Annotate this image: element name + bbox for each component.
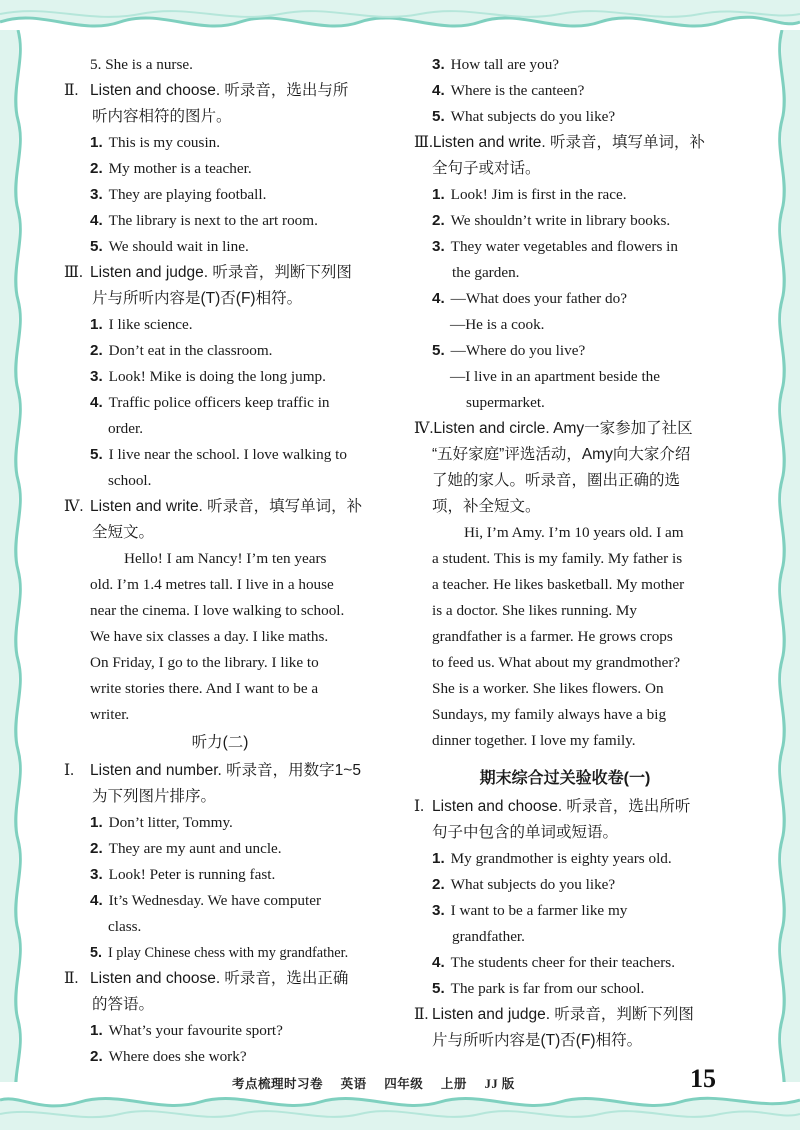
item-text: I want to be a farmer like my xyxy=(450,902,628,919)
list-item xyxy=(64,940,376,966)
item-text-cont: school. xyxy=(108,472,152,489)
item-number: 5. xyxy=(90,945,102,961)
passage-line: a teacher. He likes basketball. My mother xyxy=(432,576,685,593)
roman-numeral: Ⅲ. xyxy=(414,134,433,151)
footer-book-title: 考点梳理时习卷 xyxy=(232,1077,324,1091)
item-text-cont: —He is a cook. xyxy=(450,316,545,333)
list-item xyxy=(64,1044,376,1070)
passage-line: On Friday, I go to the library. I like to xyxy=(90,654,319,671)
list-item xyxy=(64,130,376,156)
item-number: 5. xyxy=(432,980,445,997)
list-item xyxy=(64,208,376,234)
item-text: They are playing football. xyxy=(108,186,267,203)
item-text: What’s your favourite sport? xyxy=(108,1022,283,1039)
item-text: What subjects do you like? xyxy=(450,108,616,125)
subsection-title: 听力(二) xyxy=(191,734,249,751)
page-footer xyxy=(232,1074,529,1092)
left-border-decoration xyxy=(0,30,26,1100)
passage-line: is a doctor. She likes running. My xyxy=(432,602,638,619)
list-item xyxy=(64,888,376,914)
item-text: Don’t litter, Tommy. xyxy=(108,814,233,831)
list-item xyxy=(64,338,376,364)
item-text: I play Chinese chess with my grandfather. xyxy=(107,945,349,961)
item-text: We shouldn’t write in library books. xyxy=(450,212,671,229)
item-number: 3. xyxy=(90,866,103,883)
list-item xyxy=(414,234,716,260)
list-item xyxy=(64,234,376,260)
item-number: 1. xyxy=(90,814,103,831)
list-item xyxy=(64,442,376,468)
right-border-decoration xyxy=(774,30,800,1100)
item-text: My mother is a teacher. xyxy=(108,160,252,177)
page-number: 15 xyxy=(690,1064,716,1093)
item-text: Look! Jim is first in the race. xyxy=(450,186,627,203)
list-item xyxy=(414,104,716,130)
item-number: 2. xyxy=(432,876,445,893)
item-text: The library is next to the art room. xyxy=(108,212,318,229)
list-item xyxy=(414,286,716,312)
item-number: 5. xyxy=(90,238,103,255)
roman-numeral: Ⅱ. xyxy=(414,1006,429,1023)
passage-line: Sundays, my family always have a big xyxy=(432,706,667,723)
section-instruction-cont: 片与所听内容是(T)否(F)相符。 xyxy=(432,1032,643,1049)
section-heading xyxy=(64,966,376,992)
list-item xyxy=(414,52,716,78)
section-heading xyxy=(414,794,716,820)
list-item xyxy=(414,182,716,208)
section-instruction-cont: 了她的家人。听录音，圈出正确的选 xyxy=(432,472,681,489)
roman-numeral: Ⅱ. xyxy=(64,82,79,99)
item-text: 5. She is a nurse. xyxy=(90,56,193,73)
item-text: I like science. xyxy=(108,316,193,333)
list-item xyxy=(414,976,716,1002)
list-item xyxy=(64,810,376,836)
list-item xyxy=(64,312,376,338)
section-heading xyxy=(64,758,376,784)
item-number: 3. xyxy=(432,238,445,255)
list-item xyxy=(64,390,376,416)
passage-line: writer. xyxy=(90,706,130,723)
item-number: 3. xyxy=(90,368,103,385)
item-text: Where does she work? xyxy=(108,1048,247,1065)
item-number: 2. xyxy=(90,342,103,359)
list-item xyxy=(414,846,716,872)
section-instruction-cont: 全句子或对话。 xyxy=(432,160,541,177)
roman-numeral: Ⅲ. xyxy=(64,264,83,281)
item-text: The students cheer for their teachers. xyxy=(450,954,676,971)
list-item xyxy=(414,872,716,898)
passage-line: Hello! I am Nancy! I’m ten years xyxy=(124,550,327,567)
footer-edition: JJ 版 xyxy=(484,1077,515,1091)
top-border-decoration xyxy=(0,0,800,44)
item-text: Traffic police officers keep traffic in xyxy=(108,394,330,411)
section-instruction: Listen and circle. Amy一家参加了社区 xyxy=(433,420,693,437)
right-column xyxy=(414,52,716,1054)
list-item xyxy=(414,78,716,104)
section-instruction: Listen and write. 听录音，填写单词，补 xyxy=(432,134,706,151)
item-number: 4. xyxy=(432,82,445,99)
item-text: Don’t eat in the classroom. xyxy=(108,342,273,359)
passage-line: a student. This is my family. My father is xyxy=(432,550,683,567)
item-number: 2. xyxy=(432,212,445,229)
item-text: I live near the school. I love walking to xyxy=(108,446,347,463)
item-text-cont: grandfather. xyxy=(452,928,525,945)
item-number: 1. xyxy=(432,186,445,203)
passage-line: Hi, I’m Amy. I’m 10 years old. I am xyxy=(464,524,684,541)
section-instruction: Listen and judge. 听录音，判断下列图 xyxy=(432,1006,694,1023)
section-heading xyxy=(414,1002,716,1028)
item-text: The park is far from our school. xyxy=(450,980,645,997)
roman-numeral: Ⅳ. xyxy=(64,498,84,515)
roman-numeral: Ⅰ. xyxy=(414,798,424,815)
passage-line: She is a worker. She likes flowers. On xyxy=(432,680,664,697)
section-instruction-cont: 片与所听内容是(T)否(F)相符。 xyxy=(92,290,303,307)
section-instruction: Listen and choose. 听录音，选出所听 xyxy=(432,798,691,815)
roman-numeral: Ⅰ. xyxy=(64,762,74,779)
section-heading xyxy=(414,416,716,442)
item-number: 4. xyxy=(90,892,103,909)
list-item xyxy=(414,208,716,234)
section-heading xyxy=(64,260,376,286)
section-instruction-cont: 项，补全短文。 xyxy=(432,498,541,515)
section-instruction: Listen and judge. 听录音，判断下列图 xyxy=(90,264,352,281)
exam-title: 期末综合过关验收卷(一) xyxy=(479,770,651,787)
item-text: What subjects do you like? xyxy=(450,876,616,893)
list-item xyxy=(414,898,716,924)
left-column xyxy=(64,52,376,1070)
item-number: 1. xyxy=(90,1022,103,1039)
passage-line: dinner together. I love my family. xyxy=(432,732,636,749)
passage-line: write stories there. And I want to be a xyxy=(90,680,319,697)
section-instruction: Listen and number. 听录音，用数字1~5 xyxy=(90,762,361,779)
passage-line: We have six classes a day. I like maths. xyxy=(90,628,329,645)
item-text: They water vegetables and flowers in xyxy=(450,238,678,255)
item-text: My grandmother is eighty years old. xyxy=(450,850,672,867)
section-instruction-cont: 全短文。 xyxy=(92,524,155,541)
item-text-cont: order. xyxy=(108,420,144,437)
item-text: They are my aunt and uncle. xyxy=(108,840,282,857)
list-item xyxy=(64,182,376,208)
item-number: 1. xyxy=(90,134,103,151)
item-text: This is my cousin. xyxy=(108,134,221,151)
roman-numeral: Ⅳ. xyxy=(414,420,434,437)
item-number: 3. xyxy=(90,186,103,203)
list-item xyxy=(64,836,376,862)
passage-line: to feed us. What about my grandmother? xyxy=(432,654,681,671)
item-number: 2. xyxy=(90,840,103,857)
item-number: 4. xyxy=(90,394,103,411)
item-text: Where is the canteen? xyxy=(450,82,585,99)
section-instruction-cont: 的答语。 xyxy=(92,996,155,1013)
item-number: 3. xyxy=(432,56,445,73)
footer-subject: 英语 xyxy=(340,1077,367,1091)
section-instruction-cont: 听内容相符的图片。 xyxy=(92,108,232,125)
item-text: Look! Peter is running fast. xyxy=(108,866,276,883)
section-heading xyxy=(414,130,716,156)
item-number: 4. xyxy=(432,290,445,307)
item-number: 5. xyxy=(432,342,445,359)
section-instruction: Listen and choose. 听录音，选出与所 xyxy=(90,82,349,99)
item-text: —What does your father do? xyxy=(450,290,627,307)
item-text: We should wait in line. xyxy=(108,238,249,255)
passage-line: old. I’m 1.4 metres tall. I live in a house xyxy=(90,576,334,593)
item-number: 2. xyxy=(90,1048,103,1065)
section-heading xyxy=(64,78,376,104)
list-item xyxy=(64,1018,376,1044)
item-number: 1. xyxy=(432,850,445,867)
item-text: —Where do you live? xyxy=(450,342,586,359)
section-instruction-cont: “五好家庭”评选活动，Amy向大家介绍 xyxy=(432,446,691,463)
item-text-cont: —I live in an apartment beside the xyxy=(450,368,661,385)
item-number: 2. xyxy=(90,160,103,177)
item-text-cont: supermarket. xyxy=(466,394,545,411)
footer-grade: 四年级 xyxy=(384,1077,424,1091)
item-number: 4. xyxy=(90,212,103,229)
section-instruction-cont: 为下列图片排序。 xyxy=(92,788,217,805)
footer-term: 上册 xyxy=(440,1077,467,1091)
item-text: How tall are you? xyxy=(450,56,560,73)
list-item xyxy=(414,950,716,976)
item-number: 4. xyxy=(432,954,445,971)
list-item xyxy=(64,364,376,390)
item-number: 1. xyxy=(90,316,103,333)
list-item xyxy=(64,862,376,888)
passage-line: near the cinema. I love walking to school. xyxy=(90,602,345,619)
item-number: 3. xyxy=(432,902,445,919)
section-instruction: Listen and choose. 听录音，选出正确 xyxy=(90,970,349,987)
section-heading xyxy=(64,494,376,520)
item-text-cont: the garden. xyxy=(452,264,520,281)
roman-numeral: Ⅱ. xyxy=(64,970,79,987)
list-item xyxy=(64,156,376,182)
section-instruction: Listen and write. 听录音，填写单词，补 xyxy=(90,498,363,515)
item-number: 5. xyxy=(432,108,445,125)
item-number: 5. xyxy=(90,446,103,463)
item-text-cont: class. xyxy=(108,918,142,935)
list-item xyxy=(414,338,716,364)
item-text: It’s Wednesday. We have computer xyxy=(108,892,322,909)
item-text: Look! Mike is doing the long jump. xyxy=(108,368,326,385)
section-instruction-cont: 句子中包含的单词或短语。 xyxy=(432,824,619,841)
passage-line: grandfather is a farmer. He grows crops xyxy=(432,628,673,645)
